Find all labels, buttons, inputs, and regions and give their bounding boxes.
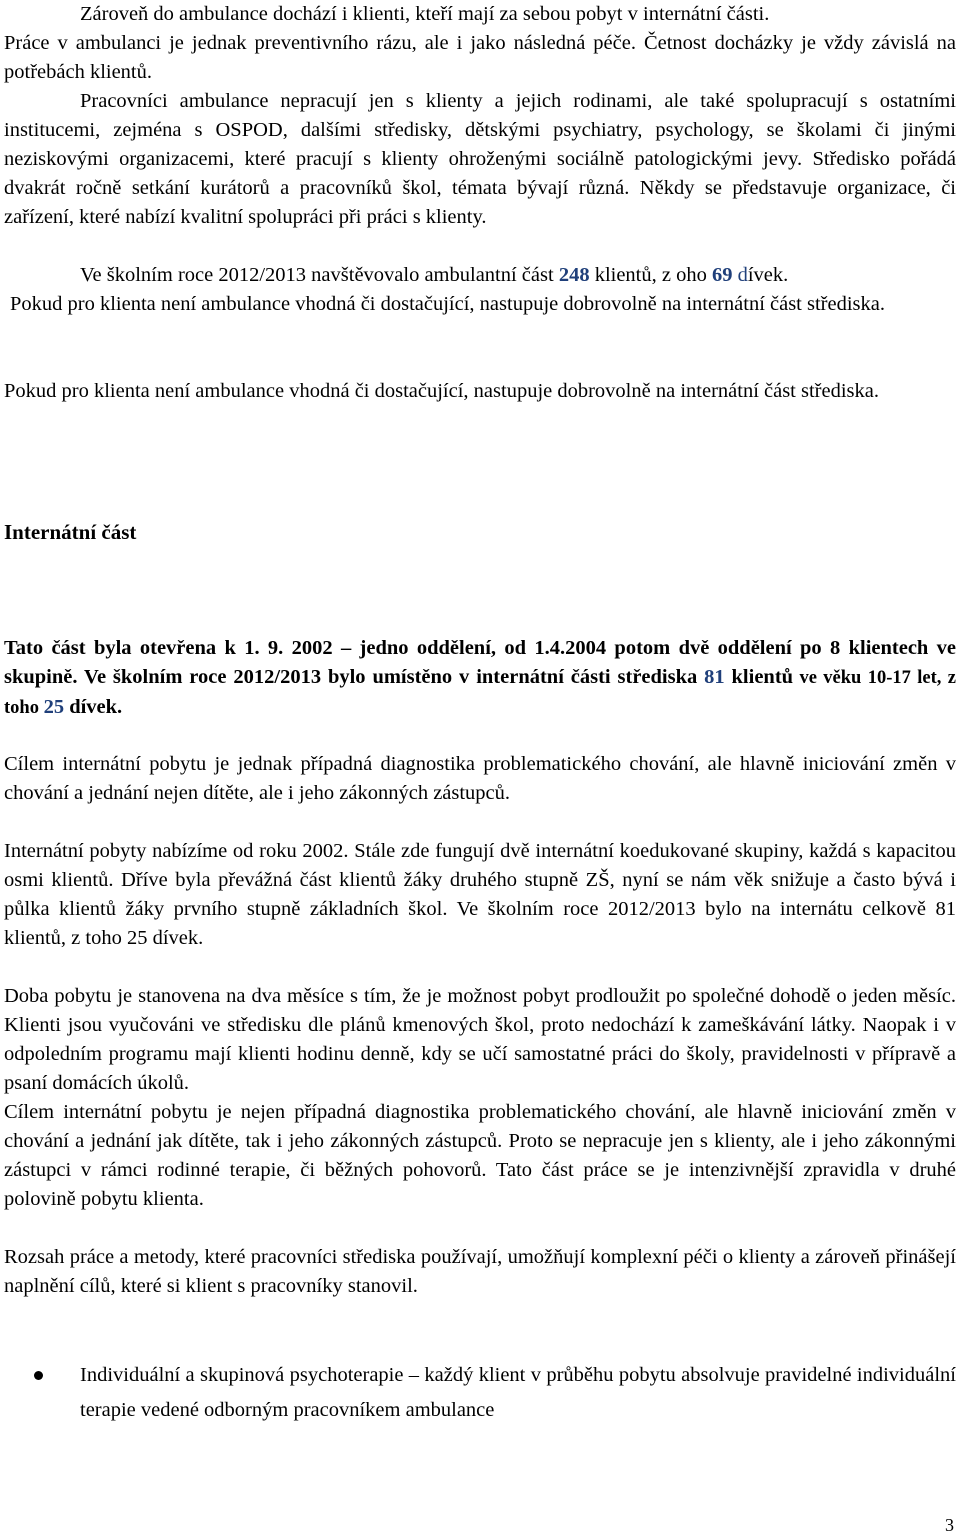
bullet-icon [34,1371,43,1380]
ambulance-stats [4,261,956,290]
unsuitable-paragraph-2: Pokud pro klienta není ambulance vhodná či dostačující, nastupuje dobrovolně na internátní část střediska. [4,380,880,402]
staff-paragraph: Pracovníci ambulance nepracují jen s klienty a jejich rodinami, ale také spolupracují s ostatními institucemi, zejména s OSPOD, dalšími středisky, dětskými psychiatry, psychology, se školami či jinými neziskovými organizacemi, které pracují s klienty ohroženými sociálně patologickými jevy. Středisko pořádá dvakrát ročně setkání kurátorů a pracovníků škol, témata bývají různá. Někdy se představuje organizace, či zařízení, které nabízí kvalitní spolupráci při práci s klienty. [4,90,956,228]
ambulance-girl-count: 69 [711,264,733,286]
stats-middle: klientů, z oho [589,264,712,286]
internat-girl-count: 25 [43,696,65,718]
duration-paragraph: Doba pobytu je stanovena na dva měsíce s tím, že je možnost pobyt prodloužit po společné dohodě o jeden měsíc. Klienti jsou vyučováni ve středisku dle plánů kmenových škol, proto nedochází k zameškávání látky. Naopak i v odpoledním programu mají klienti hodinu denně, kdy se učí samostatné práci do školy, pravidelnosti v přípravě a psaní domácích úkolů. [4,985,956,1094]
ambulance-client-count: 248 [558,264,590,286]
goal-paragraph: Cílem internátní pobytu je jednak případná diagnostika problematického chování, ale hlavně iniciování změn v chování a jednání nejen dítěte, ale i jeho zákonných zástupců. [4,753,956,804]
stats-suffix-b: ívek. [747,264,789,286]
page-number: 3 [945,1515,954,1535]
stays-paragraph: Internátní pobyty nabízíme od roku 2002. Stále zde fungují dvě internátní koedukované skupiny, každá s kapacitou osmi klientů. Dříve byla převážná část klientů žáky druhého stupně ZŠ, nyní se nám věk snižuje a často bývá i půlka klientů žáky prvního stupně základních škol. Ve školním roce 2012/2013 bylo na internátu celkově 81 klientů, z toho 25 dívek. [4,840,956,949]
internat-client-count: 81 [704,666,725,688]
stats-suffix-a: d [732,264,748,286]
intro-line-2: Práce v ambulanci je jednak preventivního rázu, ale i jako následná péče. Četnost docházky je vždy závislá na potřebách klientů. [4,32,956,83]
methods-paragraph: Rozsah práce a metody, které pracovníci střediska používají, umožňují komplexní péči o klienty a zároveň přinášejí naplnění cílů, které si klient s pracovníky stanovil. [4,1246,956,1297]
opening-part-4: dívek. [64,696,123,718]
opening-part-1: Tato část byla otevřena k 1. 9. 2002 – jedno oddělení, od 1.4.2004 potom dvě oddělení po 8 klientech ve skupině. Ve školním roce 2012/2013 bylo umístěno v internátní části střediska [4,637,956,688]
unsuitable-paragraph-1: Pokud pro klienta není ambulance vhodná či dostačující, nastupuje dobrovolně na internátní část střediska. [10,293,886,315]
goal2-paragraph: Cílem internátní pobytu je nejen případná diagnostika problematického chování, ale hlavně iniciování změn v chování a jednání jak dítěte, tak i jeho zákonných zástupců. Proto se nepracuje jen s klienty, ale i jeho zákonnými zástupci v rámci rodinné terapie, či běžných pohovorů. Tato část práce se je intenzivnější zpravidla v druhé polovině pobytu klienta. [4,1101,956,1210]
opening-paragraph [4,634,956,723]
section-heading: Internátní část [4,520,137,544]
bullet-item: Individuální a skupinová psychoterapie – každý klient v průběhu pobytu absolvuje pravidelné individuální terapie vedené odborným pracovníkem ambulance [80,1364,956,1421]
intro-line-1: Zároveň do ambulance dochází i klienti, kteří mají za sebou pobyt v internátní části. [80,3,770,25]
stats-prefix: Ve školním roce 2012/2013 navštěvovalo ambulantní část [80,264,559,286]
opening-part-2: klientů [724,666,794,688]
opening-part-3: ve věku 10-17 let, z toho [4,668,957,718]
